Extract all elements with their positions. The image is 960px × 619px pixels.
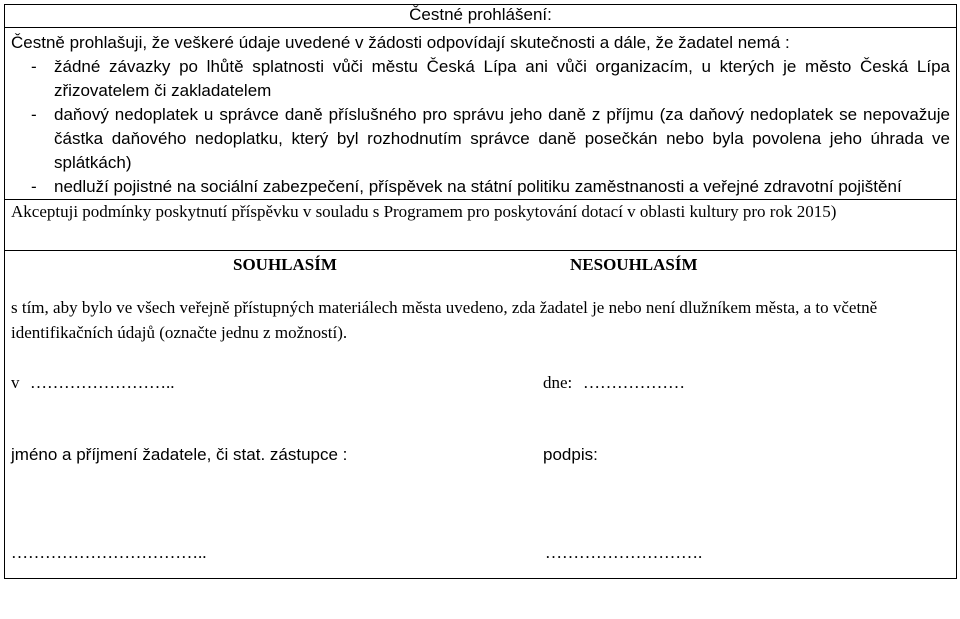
section-title: Čestné prohlášení:: [409, 5, 552, 24]
disagree-option[interactable]: NESOUHLASÍM: [570, 255, 698, 274]
declaration-cell: [5, 28, 957, 200]
declaration-table: [4, 4, 957, 579]
declaration-item-insurance: [11, 175, 950, 199]
declaration-items: [11, 55, 950, 199]
declaration-item-text: daňový nedoplatek u správce daně příslušného pro správu jeho daně z příjmu (za daňový nedoplatek se nepovažuje částka daňového nedoplatku, který byl rozhodnutím správce daně posečkán nebo byla povolena jeho úhrada ve splátkách): [54, 105, 950, 172]
title-row: [5, 5, 957, 28]
list-dash: -: [31, 105, 37, 124]
date-label: dne:: [543, 373, 573, 392]
acceptance-row: [5, 200, 957, 251]
date-field[interactable]: ………………: [583, 373, 685, 392]
place-field[interactable]: ……………………..: [30, 373, 175, 392]
acceptance-cell: Akceptuji podmínky poskytnutí příspěvku v souladu s Programem pro poskytování dotací v oblasti kultury pro rok 2015): [5, 200, 957, 251]
applicant-name-label: jméno a příjmení žadatele, či stat. zástupce :: [11, 445, 348, 464]
list-dash: -: [31, 57, 37, 76]
declaration-row: [5, 28, 957, 200]
declaration-intro: Čestně prohlašuji, že veškeré údaje uvedené v žádosti odpovídají skutečnosti a dále, že žadatel nemá :: [11, 33, 790, 52]
applicant-name-field[interactable]: ……………………………..: [11, 543, 207, 562]
consent-note: s tím, aby bylo ve všech veřejně přístupných materiálech města uvedeno, zda žadatel je nebo není dlužníkem města, a to včetně identifikačních údajů (označte jednu z možností).: [11, 298, 878, 342]
declaration-item-obligations: [11, 55, 950, 103]
signature-label: podpis:: [543, 445, 598, 464]
declaration-item-text: žádné závazky po lhůtě splatnosti vůči městu Česká Lípa ani vůči organizacím, u kterých je město Česká Lípa zřizovatelem či zakladatelem: [54, 57, 950, 100]
agree-option[interactable]: SOUHLASÍM: [233, 255, 337, 274]
list-dash: -: [31, 177, 37, 196]
consent-signature-cell: [5, 251, 957, 579]
declaration-item-tax: [11, 103, 950, 175]
declaration-item-text: nedluží pojistné na sociální zabezpečení, příspěvek na státní politiku zaměstnanosti a veřejné zdravotní pojištění: [54, 177, 902, 196]
place-label: v: [11, 373, 20, 392]
title-cell: [5, 5, 957, 28]
signature-field[interactable]: ……………………….: [545, 543, 703, 562]
consent-signature-row: [5, 251, 957, 579]
